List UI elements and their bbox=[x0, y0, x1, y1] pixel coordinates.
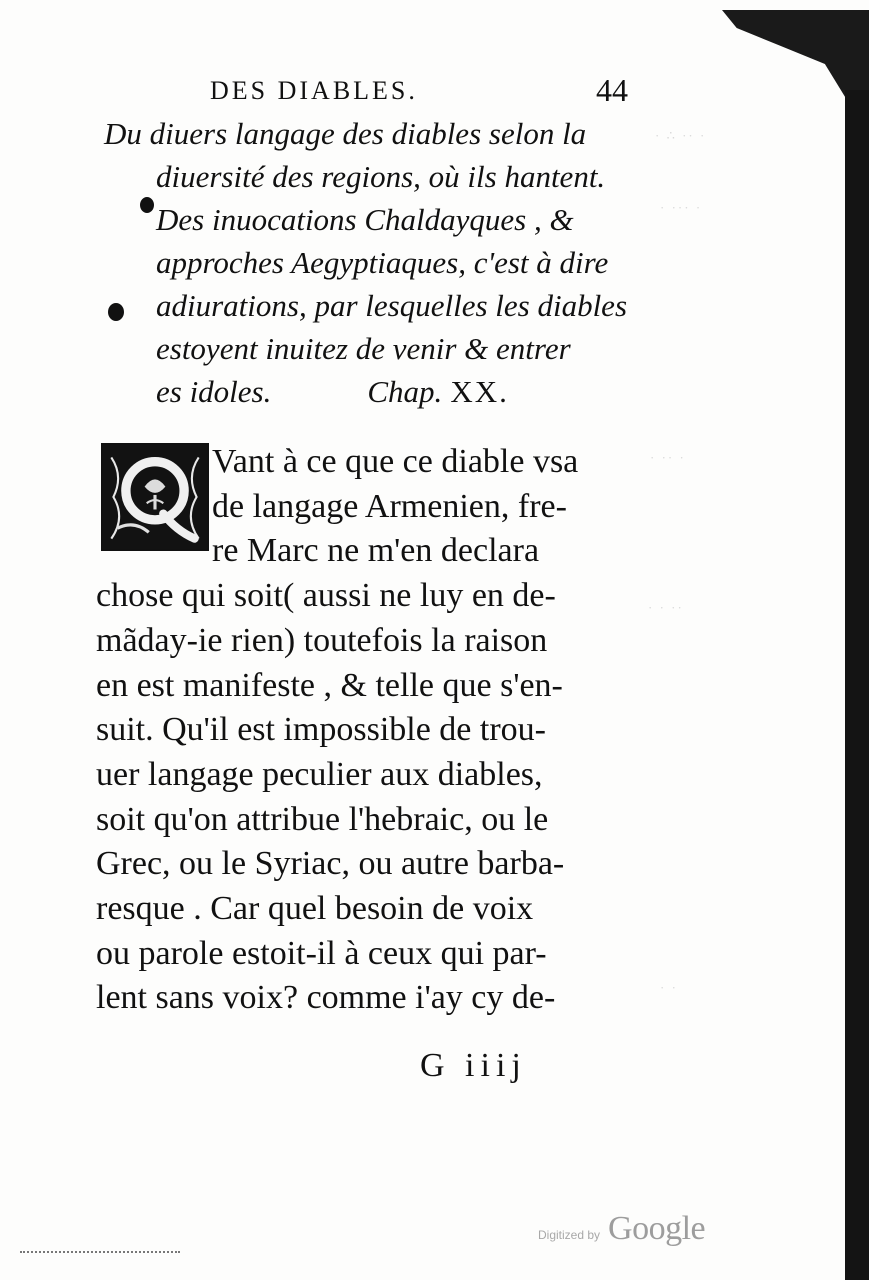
body-line: uer langage peculier aux diables, bbox=[96, 755, 543, 793]
body-line: resque . Car quel besoin de voix bbox=[96, 890, 534, 928]
body-line: lent sans voix? comme i'ay cy de- bbox=[96, 979, 556, 1017]
bleed-through-mark: · ··· · bbox=[660, 200, 703, 215]
bleed-through-mark: · ∴ ·· · bbox=[655, 128, 707, 143]
scan-edge-strip bbox=[845, 90, 869, 1280]
body-line: suit. Qu'il est impossible de trou- bbox=[96, 711, 546, 749]
watermark-prefix: Digitized by bbox=[538, 1228, 601, 1242]
chapter-summary bbox=[104, 112, 630, 413]
summary-line: estoyent inuitez de venir & entrer bbox=[156, 331, 571, 366]
bleed-through-mark: · ·· · bbox=[650, 450, 686, 465]
summary-line: Du diuers langage des diables selon la bbox=[104, 116, 587, 151]
body-line: soit qu'on attribue l'hebraic, ou le bbox=[96, 800, 549, 838]
summary-line: diuersité des regions, où ils hantent. bbox=[156, 159, 606, 194]
body-line: re Marc ne m'en declara bbox=[212, 532, 540, 570]
body-line: Grec, ou le Syriac, ou autre barba- bbox=[96, 845, 565, 883]
body-line: en est manifeste , & telle que s'en- bbox=[96, 666, 563, 704]
bleed-through-mark: · · bbox=[660, 980, 678, 995]
bleed-through-mark: · · ·· bbox=[648, 600, 684, 615]
body-text bbox=[96, 440, 636, 1021]
chapter-number: XX. bbox=[450, 374, 509, 409]
page-number: 44 bbox=[596, 72, 628, 108]
body-line: ou parole estoit-il à ceux qui par- bbox=[96, 934, 547, 972]
body-line: de langage Armenien, fre- bbox=[212, 487, 567, 525]
signature-mark: G iiij bbox=[420, 1047, 527, 1084]
digitization-watermark bbox=[538, 1210, 705, 1248]
body-line: Vant à ce que ce diable vsa bbox=[212, 443, 579, 480]
scan-noise bbox=[20, 1245, 180, 1253]
summary-line: Des inuocations Chaldayques , & bbox=[156, 202, 574, 237]
body-line: mãday-ie rien) toutefois la raison bbox=[96, 621, 548, 659]
google-logo: Google bbox=[608, 1210, 706, 1247]
summary-line: approches Aegyptiaques, c'est à dire bbox=[156, 245, 609, 280]
running-head bbox=[188, 72, 628, 112]
summary-line-end: es idoles. bbox=[156, 374, 272, 409]
chapter-label: Chap. bbox=[367, 374, 443, 409]
running-head-title: DES DIABLES. bbox=[210, 76, 418, 105]
summary-line-last bbox=[110, 370, 630, 413]
body-line: chose qui soit( aussi ne luy en de- bbox=[96, 577, 556, 615]
summary-line: adiurations, par lesquelles les diables bbox=[156, 288, 628, 323]
